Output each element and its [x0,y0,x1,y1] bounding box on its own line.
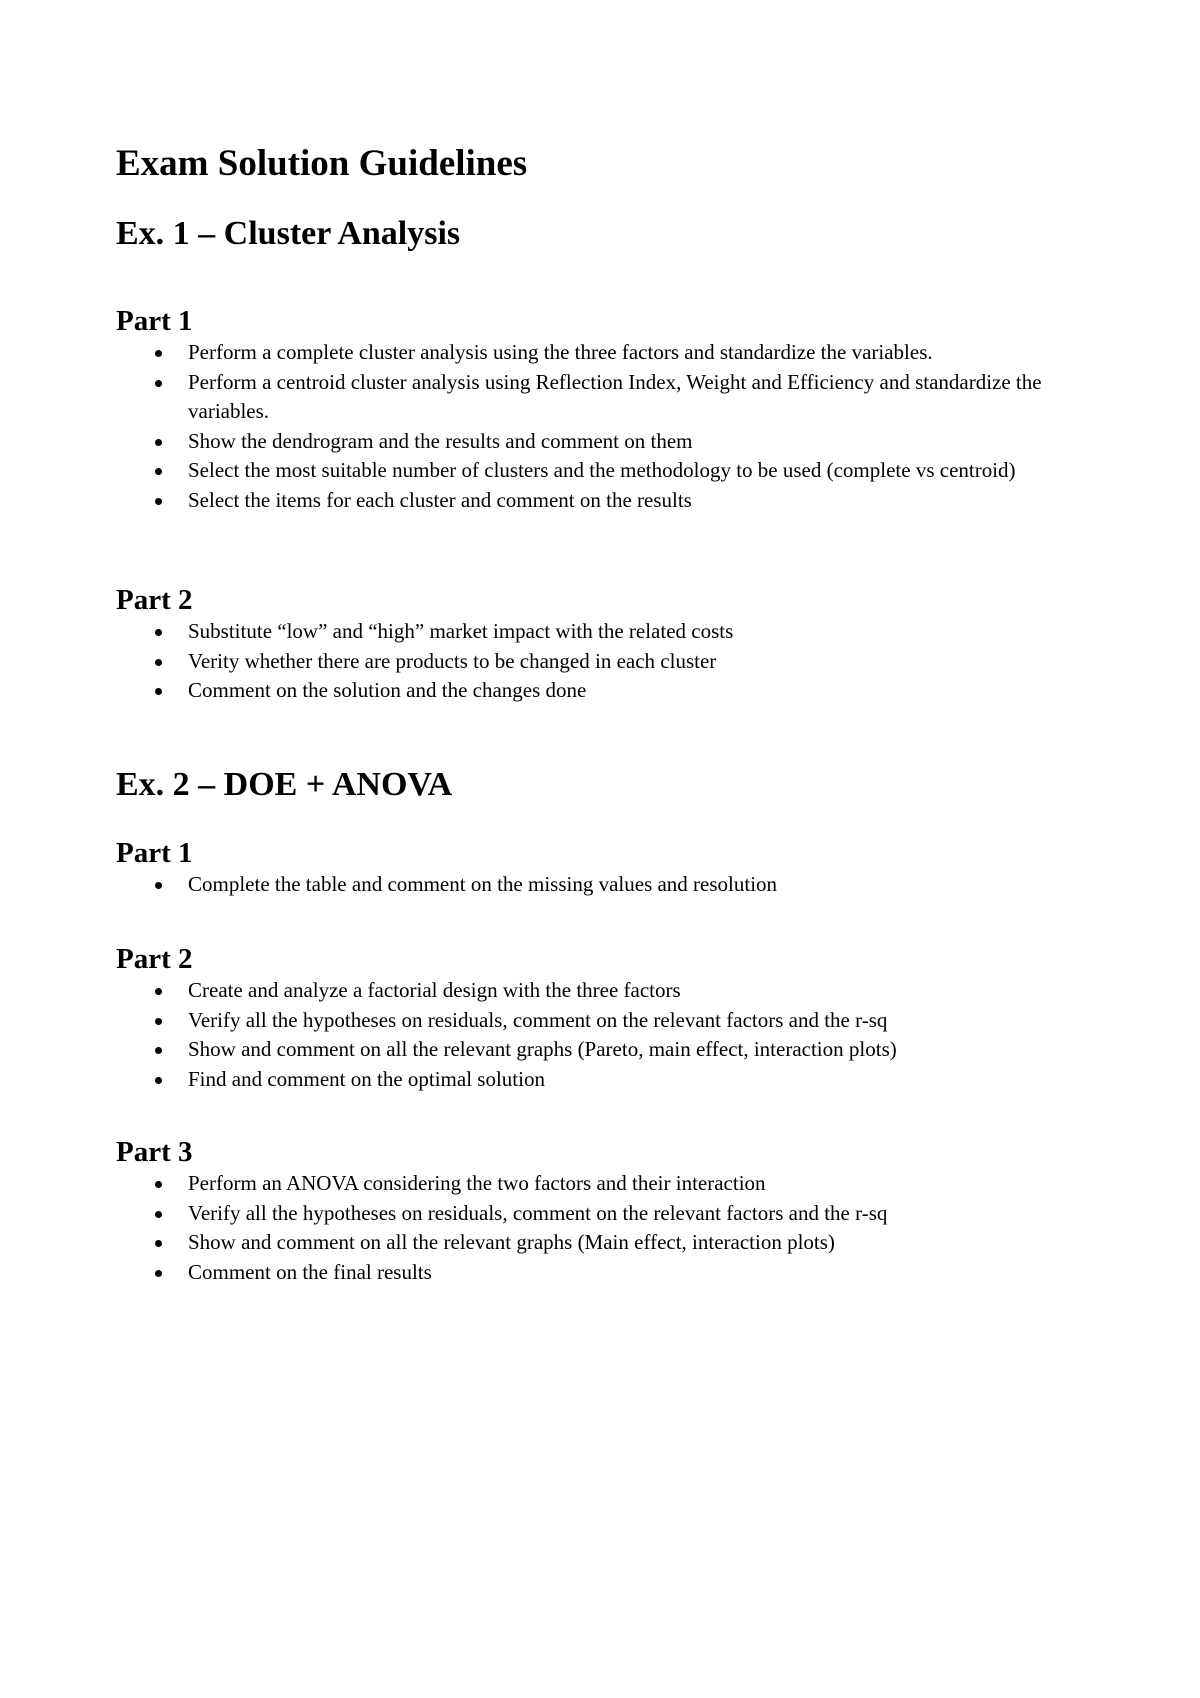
list-item [116,870,1096,900]
list-item-text: Verify all the hypotheses on residuals, comment on the relevant factors and the r-sq [188,1007,888,1032]
list-item-text: Verity whether there are products to be changed in each cluster [188,648,717,673]
list-item-text: Select the most suitable number of clusters and the methodology to be used (complete vs centroid) [188,458,1016,482]
bullet-list [116,338,1116,515]
bullet-icon [155,629,162,636]
list-item [116,1006,1096,1036]
list-item-text: Show the dendrogram and the results and comment on them [188,428,693,453]
exercise-2-heading: Ex. 2 – DOE + ANOVA [116,766,453,803]
bullet-icon [155,1018,162,1025]
list-item [116,1035,1096,1065]
list-item-text: Perform a complete cluster analysis using the three factors and standardize the variables. [188,340,933,364]
bullet-list [116,976,1116,1094]
list-item-text: Comment on the solution and the changes done [188,678,587,702]
list-item [116,456,1096,486]
exercise-1-heading: Ex. 1 – Cluster Analysis [116,215,461,252]
list-item [116,1258,1096,1288]
list-item-text: Show and comment on all the relevant graphs (Main effect, interaction plots) [188,1230,835,1254]
list-item-text: Comment on the final results [188,1259,432,1284]
part-heading: Part 2 [116,584,193,616]
bullet-icon [155,882,162,889]
list-item [116,1169,1096,1199]
list-item [116,617,1096,647]
list-item [116,676,1096,706]
list-item-text: Perform an ANOVA considering the two factors and their interaction [188,1171,766,1195]
bullet-icon [155,1240,162,1247]
bullet-list [116,617,1116,706]
bullet-icon [155,988,162,995]
exercise-2-part-2 [116,942,1116,1094]
list-item-text: Find and comment on the optimal solution [188,1066,545,1091]
exercise-2-part-1 [116,836,1116,900]
bullet-icon [155,1077,162,1084]
list-item [116,976,1096,1006]
bullet-list [116,870,1116,900]
bullet-icon [155,468,162,475]
bullet-icon [155,1211,162,1218]
list-item [116,1065,1096,1095]
part-heading: Part 1 [116,305,193,337]
exercise-1-part-2 [116,583,1116,706]
list-item-text: Select the items for each cluster and comment on the results [188,487,692,512]
list-item-text: Substitute “low” and “high” market impact with the related costs [188,619,734,643]
exercise-1-section [116,212,1116,256]
list-item-text: Complete the table and comment on the missing values and resolution [188,872,778,896]
part-heading: Part 3 [116,1136,193,1168]
exercise-2-part-3 [116,1135,1116,1287]
list-item [116,647,1096,677]
list-item [116,1228,1096,1258]
list-item-text: Create and analyze a factorial design with the three factors [188,978,681,1002]
bullet-icon [155,659,162,666]
bullet-icon [155,350,162,357]
bullet-icon [155,1270,162,1277]
list-item [116,368,1096,427]
exercise-1-part-1 [116,304,1116,515]
list-item-text: Perform a centroid cluster analysis using Reflection Index, Weight and Efficiency and standardize the variables. [188,369,1042,423]
bullet-icon [155,1181,162,1188]
bullet-icon [155,688,162,695]
list-item [116,427,1096,457]
bullet-icon [155,1047,162,1054]
part-heading: Part 1 [116,837,193,869]
exercise-2-section [116,763,1116,807]
bullet-list [116,1169,1116,1287]
bullet-icon [155,498,162,505]
bullet-icon [155,380,162,387]
bullet-icon [155,439,162,446]
list-item-text: Verify all the hypotheses on residuals, comment on the relevant factors and the r-sq [188,1200,888,1225]
list-item [116,486,1096,516]
part-heading: Part 2 [116,943,193,975]
list-item-text: Show and comment on all the relevant graphs (Pareto, main effect, interaction plots) [188,1037,897,1061]
list-item [116,1199,1096,1229]
document-title: Exam Solution Guidelines [116,143,528,184]
list-item [116,338,1096,368]
